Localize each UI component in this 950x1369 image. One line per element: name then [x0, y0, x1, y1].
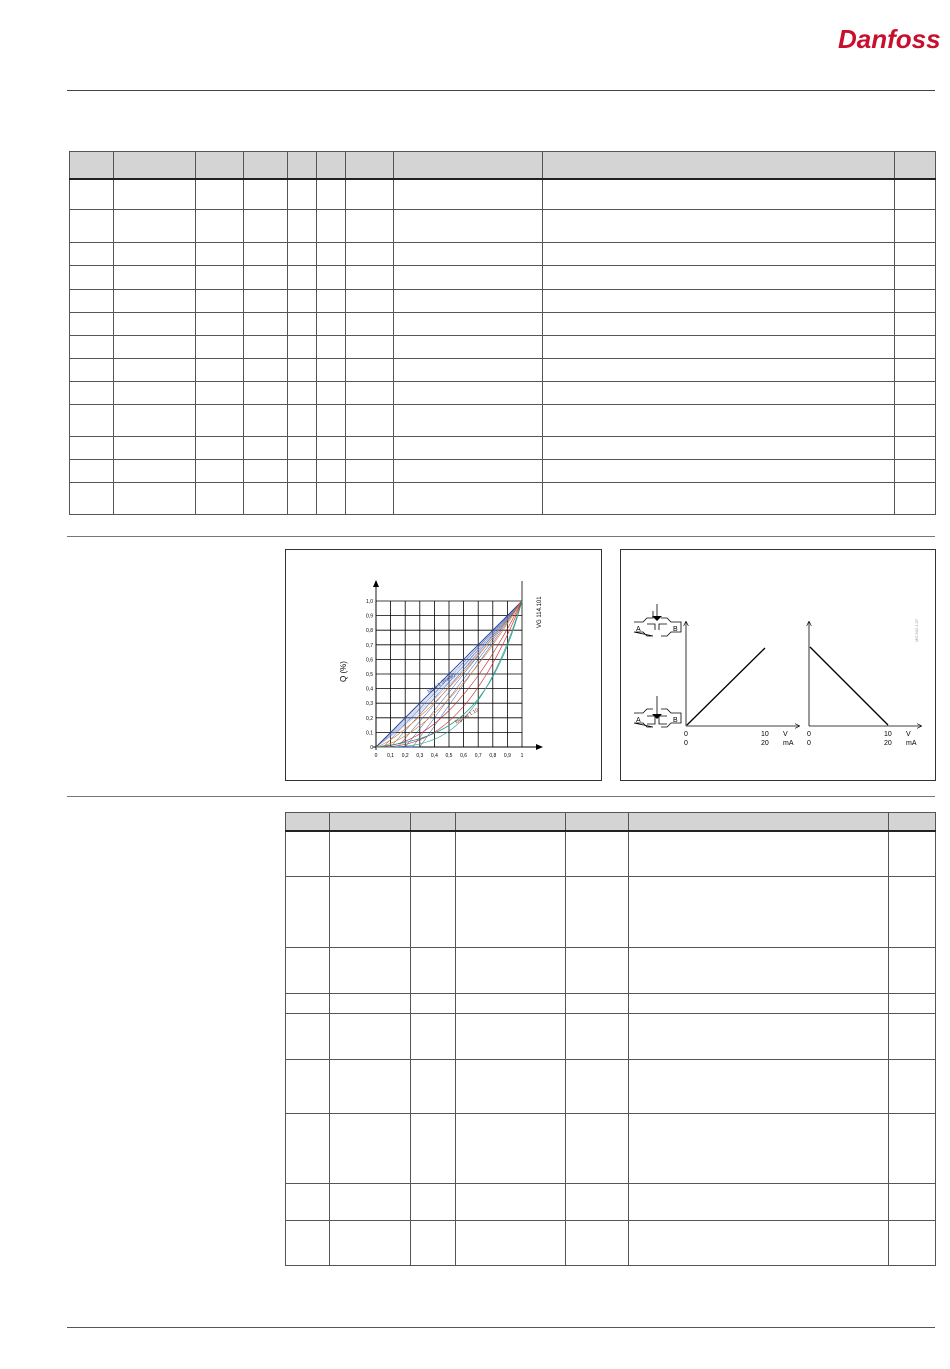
table-cell: [629, 813, 889, 831]
x-tick-label: 0,1: [387, 753, 395, 759]
table-cell: [346, 290, 394, 313]
y-tick-label: 0,8: [366, 628, 373, 635]
table-row: [70, 382, 936, 405]
signal-graph-increasing: [684, 622, 799, 747]
table-cell: [456, 948, 566, 994]
table-row: [70, 483, 936, 515]
table-cell: [629, 1221, 889, 1266]
table-cell: [394, 483, 543, 515]
table-cell: [330, 1060, 411, 1114]
table-cell: [346, 359, 394, 382]
table-cell: [566, 1014, 629, 1060]
y-axis-label: Q (%): [339, 661, 348, 682]
table-cell: [288, 243, 317, 266]
table-cell: [566, 813, 629, 831]
table-cell: [411, 831, 456, 877]
y-tick-label: 1,0: [366, 599, 373, 605]
table-cell: [196, 179, 244, 210]
table-cell: [566, 1060, 629, 1114]
y-tick-label: 0,2: [366, 715, 373, 722]
y-tick-label: 0,9: [366, 613, 373, 620]
table-cell: [895, 460, 936, 483]
table-cell: [317, 290, 346, 313]
flow-characteristic-chart: [286, 550, 601, 780]
table-cell: [196, 313, 244, 336]
table-cell: [70, 359, 114, 382]
table-cell: [330, 1114, 411, 1184]
table-cell: [114, 437, 196, 460]
table-row: [286, 877, 936, 948]
table-cell: [330, 831, 411, 877]
table-row: [70, 243, 936, 266]
table-cell: [288, 359, 317, 382]
table-header-row: [70, 152, 936, 179]
table-cell: [70, 483, 114, 515]
table-cell: [543, 437, 895, 460]
table-cell: [114, 290, 196, 313]
table-cell: [288, 460, 317, 483]
figure-code: VG 114.101: [537, 596, 543, 628]
table-cell: [196, 437, 244, 460]
table-cell: [286, 1184, 330, 1221]
table-cell: [543, 210, 895, 243]
table-cell: [889, 994, 936, 1014]
table-cell: [543, 405, 895, 437]
table-cell: [629, 877, 889, 948]
table-cell: [346, 437, 394, 460]
table-cell: [317, 483, 346, 515]
table-row: [286, 948, 936, 994]
table-cell: [543, 313, 895, 336]
table-cell: [895, 243, 936, 266]
table-cell: [566, 948, 629, 994]
table-cell: [895, 382, 936, 405]
signal-line-increasing: [687, 648, 765, 725]
ordering-table: [69, 151, 936, 515]
table-cell: [543, 266, 895, 290]
y-tick-label: 0,5: [366, 672, 373, 678]
x-tick-label: 1: [520, 753, 524, 759]
x-tick-label: 0,3: [416, 753, 424, 759]
table-cell: [286, 1114, 330, 1184]
x-tick-label: 0,5: [445, 753, 453, 759]
x-tick-label: 0,6: [460, 753, 468, 759]
y-tick-label: 0,7: [366, 642, 373, 649]
table-cell: [543, 243, 895, 266]
table-cell: [288, 437, 317, 460]
table-cell: [196, 266, 244, 290]
table-cell: [543, 290, 895, 313]
table-cell: [317, 382, 346, 405]
table-cell: [317, 152, 346, 179]
table-cell: [629, 948, 889, 994]
table-cell: [394, 437, 543, 460]
table-cell: [543, 152, 895, 179]
table-cell: [244, 483, 288, 515]
table-cell: [286, 994, 330, 1014]
table-cell: [895, 290, 936, 313]
table-cell: [70, 266, 114, 290]
table-cell: [456, 1114, 566, 1184]
table-cell: [346, 152, 394, 179]
table-cell: [456, 1060, 566, 1114]
svg-text:V: V: [906, 731, 911, 738]
table-cell: [394, 460, 543, 483]
table-cell: [70, 152, 114, 179]
table-cell: [244, 460, 288, 483]
table-cell: [114, 405, 196, 437]
table-cell: [70, 336, 114, 359]
table-cell: [286, 1014, 330, 1060]
table-cell: [196, 483, 244, 515]
table-cell: [317, 336, 346, 359]
table-cell: [566, 1114, 629, 1184]
flow-characteristic-figure: [285, 549, 602, 781]
y-tick-label: 0,6: [366, 657, 373, 664]
table-cell: [629, 1014, 889, 1060]
x-tick-label: 0,2: [401, 753, 409, 759]
table-cell: [70, 405, 114, 437]
table-cell: [288, 179, 317, 210]
port-b-label: B: [673, 626, 678, 633]
table-cell: [346, 210, 394, 243]
table-cell: [346, 179, 394, 210]
table-cell: [456, 877, 566, 948]
table-cell: [330, 994, 411, 1014]
table-cell: [543, 483, 895, 515]
x-tick-label: 0,4: [430, 753, 438, 759]
table-cell: [629, 994, 889, 1014]
valve-symbol-bottom: [634, 696, 681, 727]
signal-line-decreasing: [810, 647, 888, 725]
table-cell: [543, 460, 895, 483]
table-cell: [566, 1221, 629, 1266]
svg-text:mA: mA: [906, 740, 917, 747]
table-cell: [244, 290, 288, 313]
table-cell: [629, 1114, 889, 1184]
table-row: [70, 179, 936, 210]
x-tick-label: 0: [374, 753, 378, 759]
table-row: [70, 210, 936, 243]
table-row: [70, 437, 936, 460]
control-signal-diagram: [621, 550, 935, 780]
table-cell: [244, 313, 288, 336]
table-cell: [286, 831, 330, 877]
table-cell: [889, 1114, 936, 1184]
footer-rule: [67, 1327, 935, 1328]
table-cell: [286, 877, 330, 948]
table-cell: [244, 405, 288, 437]
table-cell: [346, 382, 394, 405]
table-cell: [394, 359, 543, 382]
table-row: [70, 405, 936, 437]
table-cell: [629, 831, 889, 877]
table-cell: [114, 313, 196, 336]
svg-text:0: 0: [807, 731, 811, 738]
table-cell: [286, 1221, 330, 1266]
table-cell: [889, 877, 936, 948]
table-cell: [317, 313, 346, 336]
table-cell: [286, 1060, 330, 1114]
figure-code: MG.502.1.07: [914, 618, 919, 642]
table-cell: [196, 382, 244, 405]
table-cell: [456, 994, 566, 1014]
table-cell: [244, 382, 288, 405]
svg-text:10: 10: [761, 731, 769, 738]
table-cell: [456, 831, 566, 877]
table-cell: [889, 1221, 936, 1266]
table-cell: [288, 405, 317, 437]
curve-label-linear: log 1:1 (linear): [426, 672, 457, 695]
section-rule: [67, 796, 935, 797]
table-cell: [330, 813, 411, 831]
table-cell: [411, 813, 456, 831]
table-cell: [114, 152, 196, 179]
svg-text:20: 20: [761, 740, 769, 747]
table-cell: [196, 359, 244, 382]
table-cell: [411, 1221, 456, 1266]
table-cell: [330, 1221, 411, 1266]
table-cell: [114, 243, 196, 266]
port-b-label-bottom: B: [673, 717, 678, 724]
table-cell: [895, 313, 936, 336]
table-cell: [244, 437, 288, 460]
x-tick-label: 0,7: [474, 753, 482, 759]
table-cell: [566, 994, 629, 1014]
table-cell: [70, 382, 114, 405]
table-cell: [114, 382, 196, 405]
table-cell: [566, 831, 629, 877]
table-cell: [895, 266, 936, 290]
table-cell: [889, 831, 936, 877]
table-cell: [543, 336, 895, 359]
table-cell: [346, 313, 394, 336]
table-cell: [330, 1184, 411, 1221]
table-cell: [895, 179, 936, 210]
table-cell: [70, 460, 114, 483]
table-row: [286, 994, 936, 1014]
curve-label-log: log/log 1:10: [454, 707, 480, 726]
table-cell: [411, 1014, 456, 1060]
table-cell: [346, 405, 394, 437]
table-cell: [889, 1184, 936, 1221]
table-cell: [114, 359, 196, 382]
table-cell: [70, 243, 114, 266]
table-cell: [543, 179, 895, 210]
table-cell: [394, 382, 543, 405]
table-cell: [70, 179, 114, 210]
table-cell: [411, 1184, 456, 1221]
x-axis-arrow: [536, 744, 543, 750]
table-cell: [394, 266, 543, 290]
table-cell: [889, 948, 936, 994]
table-cell: [244, 243, 288, 266]
table-cell: [244, 266, 288, 290]
table-cell: [114, 483, 196, 515]
valve-symbol-top: [634, 604, 681, 636]
table-cell: [70, 290, 114, 313]
table-row: [70, 313, 936, 336]
table-row: [70, 359, 936, 382]
table-cell: [317, 266, 346, 290]
table-cell: [889, 1060, 936, 1114]
y-axis-arrow: [373, 580, 379, 587]
svg-text:0: 0: [684, 740, 688, 747]
table-cell: [394, 336, 543, 359]
table-cell: [196, 290, 244, 313]
table-cell: [629, 1184, 889, 1221]
table-cell: [456, 1221, 566, 1266]
table-cell: [889, 813, 936, 831]
table-cell: [456, 1184, 566, 1221]
table-cell: [317, 405, 346, 437]
table-cell: [70, 210, 114, 243]
table-row: [286, 1014, 936, 1060]
table-cell: [317, 460, 346, 483]
table-cell: [889, 1014, 936, 1060]
table-cell: [346, 266, 394, 290]
table-cell: [244, 179, 288, 210]
table-cell: [286, 813, 330, 831]
table-cell: [411, 877, 456, 948]
table-cell: [196, 152, 244, 179]
table-cell: [244, 152, 288, 179]
table-cell: [411, 1060, 456, 1114]
table-cell: [70, 437, 114, 460]
table-cell: [346, 243, 394, 266]
table-cell: [288, 336, 317, 359]
section-rule: [67, 536, 935, 537]
table-cell: [288, 152, 317, 179]
x-tick-label: 0,9: [503, 753, 511, 759]
table-cell: [411, 948, 456, 994]
table-cell: [629, 1060, 889, 1114]
table-cell: [394, 152, 543, 179]
table-row: [286, 1221, 936, 1266]
accessories-table: [285, 812, 936, 1266]
port-a-label: A: [636, 626, 641, 633]
table-cell: [70, 313, 114, 336]
table-cell: [196, 460, 244, 483]
table-cell: [288, 382, 317, 405]
table-cell: [317, 210, 346, 243]
svg-text:0: 0: [807, 740, 811, 747]
table-cell: [196, 405, 244, 437]
table-cell: [286, 948, 330, 994]
table-cell: [317, 243, 346, 266]
y-tick-label: 0,3: [366, 701, 373, 708]
table-cell: [288, 313, 317, 336]
table-cell: [114, 460, 196, 483]
svg-text:20: 20: [884, 740, 892, 747]
table-row: [70, 460, 936, 483]
table-cell: [196, 336, 244, 359]
table-cell: [411, 994, 456, 1014]
y-tick-label: 0,1: [366, 730, 373, 737]
table-cell: [317, 437, 346, 460]
table-cell: [196, 243, 244, 266]
table-cell: [346, 336, 394, 359]
table-cell: [456, 813, 566, 831]
table-cell: [114, 336, 196, 359]
table-cell: [196, 210, 244, 243]
table-cell: [895, 483, 936, 515]
table-cell: [114, 179, 196, 210]
table-cell: [895, 359, 936, 382]
table-row: [70, 336, 936, 359]
table-cell: [317, 179, 346, 210]
table-cell: [543, 359, 895, 382]
table-row: [286, 1060, 936, 1114]
table-row: [286, 831, 936, 877]
table-cell: [288, 266, 317, 290]
table-cell: [456, 1014, 566, 1060]
danfoss-logo: [836, 18, 941, 58]
table-cell: [895, 336, 936, 359]
table-cell: [566, 1184, 629, 1221]
table-cell: [394, 313, 543, 336]
header-rule: [67, 90, 935, 91]
y-tick-label: 0: [370, 745, 373, 751]
table-cell: [394, 405, 543, 437]
table-cell: [114, 210, 196, 243]
table-cell: [895, 210, 936, 243]
table-row: [286, 1114, 936, 1184]
table-row: [70, 290, 936, 313]
table-cell: [244, 336, 288, 359]
table-cell: [394, 243, 543, 266]
table-cell: [394, 179, 543, 210]
table-cell: [895, 152, 936, 179]
y-tick-label: 0,4: [366, 686, 373, 693]
control-signal-figure: [620, 549, 936, 781]
svg-text:0: 0: [684, 731, 688, 738]
table-cell: [317, 359, 346, 382]
svg-text:mA: mA: [783, 740, 794, 747]
table-cell: [543, 382, 895, 405]
table-cell: [114, 266, 196, 290]
table-row: [286, 1184, 936, 1221]
table-cell: [244, 210, 288, 243]
table-cell: [394, 290, 543, 313]
table-cell: [394, 210, 543, 243]
table-cell: [346, 483, 394, 515]
logo-text: Danfoss: [838, 24, 941, 54]
table-cell: [288, 483, 317, 515]
table-cell: [330, 948, 411, 994]
svg-text:V: V: [783, 731, 788, 738]
table-cell: [330, 1014, 411, 1060]
table-cell: [895, 405, 936, 437]
table-cell: [411, 1114, 456, 1184]
table-row: [70, 266, 936, 290]
table-header-row: [286, 813, 936, 831]
x-tick-label: 0,8: [489, 753, 497, 759]
table-cell: [288, 290, 317, 313]
signal-graph-decreasing: [807, 622, 921, 747]
table-cell: [895, 437, 936, 460]
port-a-label-bottom: A: [636, 717, 641, 724]
table-cell: [566, 877, 629, 948]
table-cell: [330, 877, 411, 948]
table-cell: [346, 460, 394, 483]
table-cell: [244, 359, 288, 382]
table-cell: [288, 210, 317, 243]
svg-text:10: 10: [884, 731, 892, 738]
